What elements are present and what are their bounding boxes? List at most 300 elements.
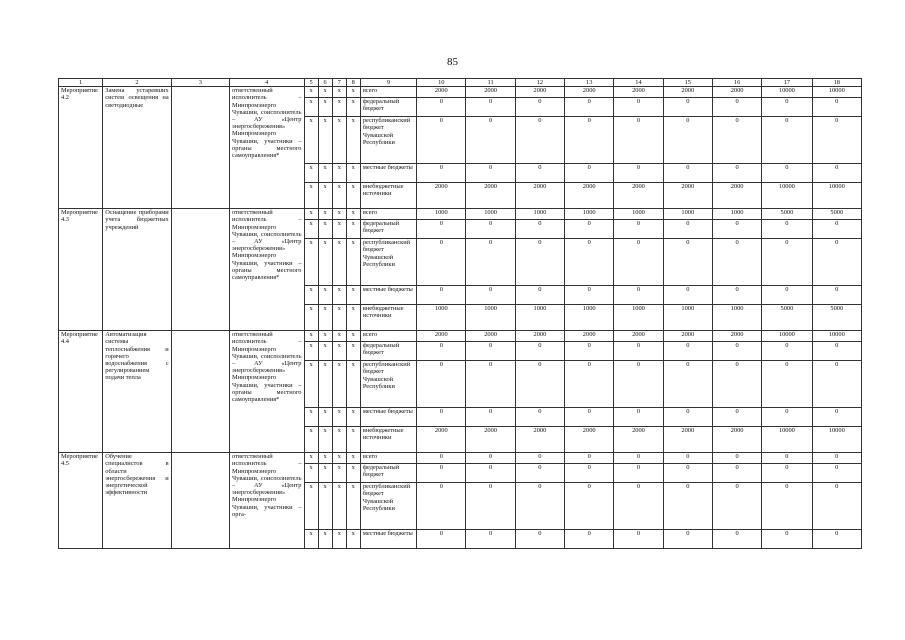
measure-name: Обучение специалистов в области энергосбережения и энергетической эффективности	[103, 453, 171, 549]
funding-source: всего	[360, 331, 416, 342]
value-cell: 1000	[712, 209, 761, 220]
measure-executor: ответственный исполнитель – Минпромэнерго Чувашии, соисполнитель – АУ «Центр энергосбережения» Минпромэнерго Чувашии, участники – органы местного самоуправления*	[230, 209, 304, 331]
column-header: 14	[614, 79, 663, 87]
code-cell: x	[332, 408, 346, 427]
value-cell: 1000	[712, 305, 761, 331]
value-cell: 2000	[712, 427, 761, 453]
value-cell: 2000	[565, 427, 614, 453]
measure-label: Мероприятие 4.3	[59, 209, 103, 331]
column-header: 2	[103, 79, 171, 87]
value-cell: 0	[663, 530, 712, 549]
value-cell: 0	[712, 164, 761, 183]
code-cell: x	[346, 117, 360, 164]
value-cell: 0	[565, 361, 614, 408]
code-cell: x	[304, 483, 318, 530]
value-cell: 0	[466, 98, 515, 117]
value-cell: 0	[762, 286, 812, 305]
funding-source: внебюджетные источники	[360, 427, 416, 453]
value-cell: 2000	[417, 331, 466, 342]
value-cell: 2000	[614, 183, 663, 209]
value-cell: 0	[417, 220, 466, 239]
code-cell: x	[304, 464, 318, 483]
code-cell: x	[346, 453, 360, 464]
value-cell: 0	[565, 164, 614, 183]
value-cell: 0	[663, 464, 712, 483]
table-header-row	[59, 79, 862, 87]
code-cell: x	[304, 183, 318, 209]
value-cell: 2000	[565, 87, 614, 98]
value-cell: 0	[663, 164, 712, 183]
funding-source: местные бюджеты	[360, 408, 416, 427]
value-cell: 0	[515, 464, 564, 483]
funding-source: республиканский бюджет Чувашской Республики	[360, 239, 416, 286]
code-cell: x	[332, 87, 346, 98]
measure-executor: ответственный исполнитель – Минпромэнерго Чувашии, соисполнитель – АУ «Центр энергосбережения» Минпромэнерго Чувашии, участники – орга-	[230, 453, 304, 549]
value-cell: 0	[712, 408, 761, 427]
value-cell: 0	[712, 286, 761, 305]
value-cell: 2000	[712, 331, 761, 342]
code-cell: x	[304, 98, 318, 117]
code-cell: x	[332, 361, 346, 408]
value-cell: 0	[565, 483, 614, 530]
code-cell: x	[318, 220, 332, 239]
value-cell: 10000	[812, 183, 861, 209]
value-cell: 0	[515, 286, 564, 305]
code-cell: x	[304, 87, 318, 98]
code-cell: x	[346, 464, 360, 483]
code-cell: x	[332, 342, 346, 361]
code-cell: x	[346, 408, 360, 427]
value-cell: 1000	[466, 305, 515, 331]
value-cell: 0	[614, 408, 663, 427]
code-cell: x	[304, 220, 318, 239]
value-cell: 5000	[762, 209, 812, 220]
code-cell: x	[332, 117, 346, 164]
value-cell: 0	[762, 164, 812, 183]
value-cell: 0	[515, 342, 564, 361]
value-cell: 2000	[565, 183, 614, 209]
value-cell: 0	[812, 361, 861, 408]
value-cell: 0	[712, 220, 761, 239]
code-cell: x	[318, 239, 332, 286]
code-cell: x	[318, 427, 332, 453]
code-cell: x	[346, 183, 360, 209]
value-cell: 0	[663, 483, 712, 530]
value-cell: 0	[712, 342, 761, 361]
code-cell: x	[332, 530, 346, 549]
value-cell: 2000	[515, 183, 564, 209]
value-cell: 0	[565, 530, 614, 549]
value-cell: 0	[812, 342, 861, 361]
value-cell: 0	[417, 453, 466, 464]
code-cell: x	[346, 530, 360, 549]
value-cell: 0	[762, 483, 812, 530]
value-cell: 0	[712, 483, 761, 530]
value-cell: 2000	[614, 87, 663, 98]
value-cell: 0	[812, 117, 861, 164]
value-cell: 2000	[712, 87, 761, 98]
value-cell: 0	[614, 117, 663, 164]
code-cell: x	[332, 427, 346, 453]
value-cell: 10000	[762, 427, 812, 453]
code-cell: x	[346, 305, 360, 331]
code-cell: x	[332, 464, 346, 483]
value-cell: 1000	[515, 305, 564, 331]
value-cell: 2000	[417, 427, 466, 453]
value-cell: 0	[515, 530, 564, 549]
value-cell: 0	[762, 453, 812, 464]
value-cell: 0	[663, 342, 712, 361]
funding-source: всего	[360, 87, 416, 98]
value-cell: 2000	[417, 183, 466, 209]
value-cell: 10000	[812, 87, 861, 98]
code-cell: x	[332, 98, 346, 117]
column-header: 15	[663, 79, 712, 87]
measure-executor: ответственный исполнитель – Минпромэнерго Чувашии, соисполнитель – АУ «Центр энергосбережения» Минпромэнерго Чувашии, участники – органы местного самоуправления*	[230, 87, 304, 209]
code-cell: x	[346, 331, 360, 342]
value-cell: 0	[466, 530, 515, 549]
value-cell: 0	[417, 286, 466, 305]
value-cell: 0	[762, 342, 812, 361]
value-cell: 2000	[417, 87, 466, 98]
value-cell: 2000	[466, 183, 515, 209]
value-cell: 2000	[565, 331, 614, 342]
value-cell: 5000	[812, 209, 861, 220]
value-cell: 0	[712, 464, 761, 483]
table-row	[59, 331, 862, 342]
value-cell: 0	[466, 408, 515, 427]
value-cell: 0	[515, 453, 564, 464]
value-cell: 0	[614, 453, 663, 464]
column-header: 11	[466, 79, 515, 87]
code-cell: x	[318, 305, 332, 331]
value-cell: 0	[812, 464, 861, 483]
value-cell: 0	[417, 117, 466, 164]
value-cell: 0	[466, 164, 515, 183]
column-header: 9	[360, 79, 416, 87]
measure-label: Мероприятие 4.4	[59, 331, 103, 453]
value-cell: 10000	[762, 331, 812, 342]
value-cell: 5000	[812, 305, 861, 331]
funding-source: республиканский бюджет Чувашской Республики	[360, 483, 416, 530]
value-cell: 0	[712, 239, 761, 286]
code-cell: x	[304, 361, 318, 408]
value-cell: 2000	[614, 427, 663, 453]
value-cell: 0	[565, 220, 614, 239]
column-header: 13	[565, 79, 614, 87]
code-cell: x	[304, 530, 318, 549]
value-cell: 0	[466, 483, 515, 530]
code-cell: x	[346, 220, 360, 239]
code-cell: x	[318, 183, 332, 209]
code-cell: x	[332, 220, 346, 239]
code-cell: x	[304, 342, 318, 361]
value-cell: 0	[565, 239, 614, 286]
value-cell: 0	[663, 98, 712, 117]
funding-source: республиканский бюджет Чувашской Республики	[360, 361, 416, 408]
measure-name: Оснащение приборами учета бюджетных учреждений	[103, 209, 171, 331]
value-cell: 0	[712, 98, 761, 117]
value-cell: 0	[812, 239, 861, 286]
value-cell: 0	[466, 342, 515, 361]
code-cell: x	[332, 483, 346, 530]
value-cell: 0	[466, 117, 515, 164]
column-header: 12	[515, 79, 564, 87]
value-cell: 0	[712, 117, 761, 164]
value-cell: 2000	[712, 183, 761, 209]
measure-label: Мероприятие 4.5	[59, 453, 103, 549]
empty-cell	[171, 453, 229, 549]
value-cell: 0	[565, 286, 614, 305]
value-cell: 0	[515, 117, 564, 164]
column-header: 7	[332, 79, 346, 87]
code-cell: x	[346, 209, 360, 220]
value-cell: 0	[712, 453, 761, 464]
value-cell: 1000	[663, 209, 712, 220]
value-cell: 0	[762, 464, 812, 483]
value-cell: 0	[712, 530, 761, 549]
value-cell: 0	[515, 408, 564, 427]
value-cell: 0	[417, 98, 466, 117]
value-cell: 0	[712, 361, 761, 408]
column-header: 10	[417, 79, 466, 87]
code-cell: x	[346, 164, 360, 183]
value-cell: 0	[762, 408, 812, 427]
measure-executor: ответственный исполнитель – Минпромэнерго Чувашии, соисполнитель – АУ «Центр энергосбережения» Минпромэнерго Чувашии, участники – органы местного самоуправления*	[230, 331, 304, 453]
funding-source: местные бюджеты	[360, 286, 416, 305]
code-cell: x	[346, 483, 360, 530]
column-header: 16	[712, 79, 761, 87]
value-cell: 1000	[614, 305, 663, 331]
value-cell: 1000	[614, 209, 663, 220]
value-cell: 0	[417, 361, 466, 408]
code-cell: x	[304, 209, 318, 220]
value-cell: 0	[663, 286, 712, 305]
value-cell: 1000	[417, 209, 466, 220]
code-cell: x	[304, 286, 318, 305]
value-cell: 0	[762, 530, 812, 549]
value-cell: 0	[565, 117, 614, 164]
value-cell: 0	[614, 286, 663, 305]
value-cell: 1000	[466, 209, 515, 220]
funding-source: всего	[360, 209, 416, 220]
value-cell: 0	[515, 98, 564, 117]
value-cell: 2000	[663, 331, 712, 342]
funding-source: всего	[360, 453, 416, 464]
column-header: 5	[304, 79, 318, 87]
code-cell: x	[304, 453, 318, 464]
value-cell: 0	[466, 220, 515, 239]
code-cell: x	[318, 164, 332, 183]
value-cell: 0	[663, 220, 712, 239]
funding-source: республиканский бюджет Чувашской Республики	[360, 117, 416, 164]
table-row	[59, 209, 862, 220]
code-cell: x	[318, 331, 332, 342]
value-cell: 10000	[762, 87, 812, 98]
value-cell: 0	[466, 239, 515, 286]
column-header: 3	[171, 79, 229, 87]
code-cell: x	[332, 453, 346, 464]
value-cell: 0	[515, 483, 564, 530]
value-cell: 0	[614, 220, 663, 239]
code-cell: x	[304, 305, 318, 331]
measure-label: Мероприятие 4.2	[59, 87, 103, 209]
value-cell: 2000	[663, 87, 712, 98]
code-cell: x	[332, 331, 346, 342]
empty-cell	[171, 331, 229, 453]
value-cell: 0	[663, 239, 712, 286]
code-cell: x	[346, 98, 360, 117]
code-cell: x	[318, 117, 332, 164]
code-cell: x	[346, 427, 360, 453]
table-row	[59, 453, 862, 464]
code-cell: x	[318, 87, 332, 98]
funding-source: местные бюджеты	[360, 530, 416, 549]
code-cell: x	[346, 361, 360, 408]
value-cell: 0	[417, 342, 466, 361]
value-cell: 10000	[812, 427, 861, 453]
value-cell: 0	[515, 220, 564, 239]
value-cell: 0	[762, 361, 812, 408]
value-cell: 0	[812, 286, 861, 305]
code-cell: x	[346, 239, 360, 286]
column-header: 17	[762, 79, 812, 87]
value-cell: 0	[417, 530, 466, 549]
code-cell: x	[304, 331, 318, 342]
measure-name: Автоматизация системы теплоснабжения и горячего водоснабжения с регулированием подачи тепла	[103, 331, 171, 453]
value-cell: 0	[614, 483, 663, 530]
column-header: 18	[812, 79, 861, 87]
value-cell: 0	[565, 342, 614, 361]
value-cell: 0	[663, 453, 712, 464]
code-cell: x	[332, 183, 346, 209]
code-cell: x	[318, 530, 332, 549]
value-cell: 0	[565, 408, 614, 427]
value-cell: 0	[614, 164, 663, 183]
code-cell: x	[332, 305, 346, 331]
value-cell: 0	[663, 117, 712, 164]
value-cell: 0	[466, 464, 515, 483]
value-cell: 0	[812, 483, 861, 530]
value-cell: 0	[466, 453, 515, 464]
value-cell: 0	[466, 361, 515, 408]
value-cell: 0	[812, 220, 861, 239]
code-cell: x	[304, 117, 318, 164]
funding-source: федеральный бюджет	[360, 464, 416, 483]
value-cell: 0	[812, 530, 861, 549]
value-cell: 0	[417, 483, 466, 530]
code-cell: x	[318, 453, 332, 464]
code-cell: x	[332, 239, 346, 286]
column-header: 1	[59, 79, 103, 87]
value-cell: 0	[762, 98, 812, 117]
value-cell: 0	[515, 239, 564, 286]
value-cell: 0	[812, 453, 861, 464]
code-cell: x	[318, 342, 332, 361]
code-cell: x	[304, 427, 318, 453]
code-cell: x	[318, 464, 332, 483]
value-cell: 2000	[515, 427, 564, 453]
value-cell: 0	[614, 98, 663, 117]
code-cell: x	[346, 342, 360, 361]
empty-cell	[171, 209, 229, 331]
program-table	[58, 78, 862, 549]
value-cell: 0	[614, 464, 663, 483]
page-number: 85	[447, 56, 458, 68]
code-cell: x	[304, 408, 318, 427]
value-cell: 0	[417, 164, 466, 183]
code-cell: x	[318, 361, 332, 408]
code-cell: x	[318, 286, 332, 305]
value-cell: 0	[614, 530, 663, 549]
code-cell: x	[346, 286, 360, 305]
value-cell: 0	[417, 239, 466, 286]
value-cell: 0	[515, 361, 564, 408]
value-cell: 0	[762, 117, 812, 164]
funding-source: федеральный бюджет	[360, 98, 416, 117]
value-cell: 10000	[762, 183, 812, 209]
value-cell: 0	[417, 464, 466, 483]
value-cell: 1000	[417, 305, 466, 331]
value-cell: 0	[565, 98, 614, 117]
value-cell: 0	[565, 464, 614, 483]
column-header: 6	[318, 79, 332, 87]
funding-source: внебюджетные источники	[360, 183, 416, 209]
measure-name: Замена устаревших систем освещения на светодиодные	[103, 87, 171, 209]
value-cell: 2000	[466, 427, 515, 453]
value-cell: 0	[614, 239, 663, 286]
value-cell: 0	[663, 408, 712, 427]
value-cell: 0	[812, 98, 861, 117]
value-cell: 5000	[762, 305, 812, 331]
code-cell: x	[304, 164, 318, 183]
funding-source: внебюджетные источники	[360, 305, 416, 331]
value-cell: 0	[466, 286, 515, 305]
table-row	[59, 87, 862, 98]
code-cell: x	[318, 408, 332, 427]
value-cell: 1000	[565, 305, 614, 331]
column-header: 8	[346, 79, 360, 87]
value-cell: 1000	[515, 209, 564, 220]
code-cell: x	[332, 209, 346, 220]
column-header: 4	[230, 79, 304, 87]
value-cell: 1000	[565, 209, 614, 220]
value-cell: 0	[417, 408, 466, 427]
code-cell: x	[304, 239, 318, 286]
value-cell: 2000	[614, 331, 663, 342]
value-cell: 0	[812, 408, 861, 427]
code-cell: x	[332, 164, 346, 183]
code-cell: x	[346, 87, 360, 98]
code-cell: x	[332, 286, 346, 305]
value-cell: 0	[762, 239, 812, 286]
funding-source: федеральный бюджет	[360, 342, 416, 361]
code-cell: x	[318, 98, 332, 117]
value-cell: 0	[515, 164, 564, 183]
code-cell: x	[318, 209, 332, 220]
funding-source: местные бюджеты	[360, 164, 416, 183]
value-cell: 0	[663, 361, 712, 408]
value-cell: 2000	[466, 331, 515, 342]
value-cell: 2000	[515, 331, 564, 342]
funding-source: федеральный бюджет	[360, 220, 416, 239]
value-cell: 0	[614, 342, 663, 361]
value-cell: 0	[812, 164, 861, 183]
value-cell: 10000	[812, 331, 861, 342]
value-cell: 0	[565, 453, 614, 464]
value-cell: 2000	[466, 87, 515, 98]
value-cell: 2000	[663, 427, 712, 453]
